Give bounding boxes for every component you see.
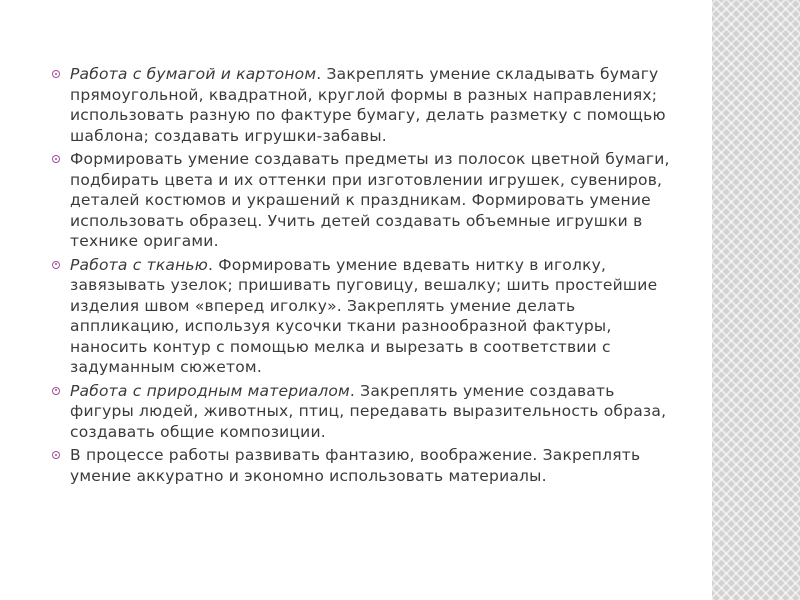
bullet-lead: Работа с бумагой и картоном — [70, 65, 317, 83]
bullet-lead: Работа с природным материалом — [70, 381, 350, 400]
slide-content — [50, 64, 670, 489]
bullet-item-fantasy — [50, 445, 670, 486]
bullet-icon — [52, 387, 60, 395]
bullet-text: Формировать умение создавать предметы из полосок цветной бумаги, подбирать цвета и их оттенки при изготовлении игрушек, сувениров, деталей костюмов и украшений к праздникам. Формировать умение использовать образец. Учить детей создавать объемные игрушки в технике оригами. — [70, 150, 670, 250]
bullet-item-fabric — [50, 255, 670, 378]
decorative-side-panel — [712, 0, 800, 600]
bullet-lead: Работа с тканью — [70, 255, 208, 274]
bullet-icon — [52, 451, 60, 459]
bullet-text: . Формировать умение вдевать нитку в иголку, завязывать узелок; пришивать пуговицу, вешалку; шить простейшие изделия швом «вперед иголку». Закреплять умение делать аппликацию, используя кусочки ткани разнообразной фактуры, наносить контур с помощью мелка и вырезать в соответствии с задуманным сюжетом. — [70, 255, 658, 376]
bullet-item-color-strips — [50, 149, 670, 252]
bullet-icon — [52, 261, 60, 269]
bullet-item-paper — [50, 64, 670, 146]
bullet-icon — [52, 155, 60, 163]
bullet-text: . Закреплять умение создавать фигуры людей, животных, птиц, передавать выразительность образа, создавать общие композиции. — [70, 381, 667, 441]
bullet-text: . Закреплять умение складывать бумагу прямоугольной, квадратной, круглой формы в разных направлениях; использовать разную по фактуре бумагу, делать разметку с помощью шаблона; создавать игрушки-забавы. — [70, 65, 666, 145]
bullet-item-natural — [50, 381, 670, 443]
bullet-text: В процессе работы развивать фантазию, воображение. Закреплять умение аккуратно и экономно использовать материалы. — [70, 446, 641, 485]
bullet-list — [50, 64, 670, 486]
bullet-icon — [52, 70, 60, 78]
